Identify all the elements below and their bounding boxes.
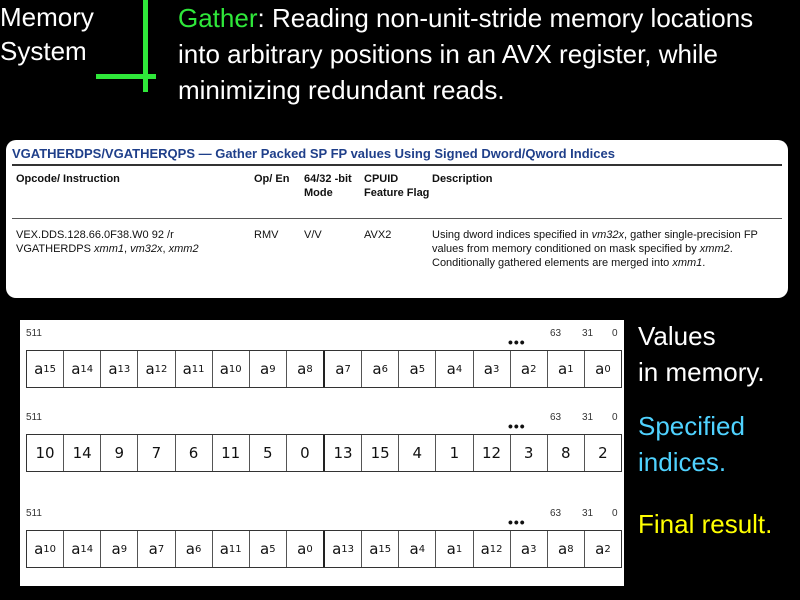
memory-cells bbox=[26, 350, 622, 388]
bit-label-511: 511 bbox=[26, 328, 42, 339]
indices-caption-line1: Specified bbox=[638, 411, 745, 441]
register-cell: a 13 bbox=[325, 531, 362, 567]
cell-opcode-line1: VEX.DDS.128.66.0F38.W0 92 /r bbox=[16, 229, 174, 241]
result-register-row bbox=[26, 508, 620, 582]
memory-register-row bbox=[26, 328, 620, 402]
section-label-line1: Memory bbox=[0, 2, 94, 32]
register-cell: a 15 bbox=[27, 351, 64, 387]
instruction-title: VGATHERDPS/VGATHERQPS — Gather Packed SP FP values Using Signed Dword/Qword Indices bbox=[12, 146, 782, 166]
register-cell: a 4 bbox=[399, 531, 436, 567]
bit-label-0: 0 bbox=[612, 412, 618, 423]
register-cell: 0 bbox=[287, 435, 325, 471]
bit-label-511: 511 bbox=[26, 412, 42, 423]
register-cell: 3 bbox=[511, 435, 548, 471]
register-cell: a 12 bbox=[138, 351, 175, 387]
divider-horizontal bbox=[96, 74, 156, 79]
register-cell: 15 bbox=[362, 435, 399, 471]
register-cell: 14 bbox=[64, 435, 101, 471]
cell-open: RMV bbox=[254, 229, 279, 241]
cell-description: Using dword indices specified in vm32x, gather single-precision FP values from memory conditioned on mask specified by xmm2. Conditionally gathered elements are merged into xmm1. bbox=[432, 229, 758, 269]
bit-label-511: 511 bbox=[26, 508, 42, 519]
register-cell: 10 bbox=[27, 435, 64, 471]
register-cell: a 8 bbox=[287, 351, 325, 387]
register-cell: 12 bbox=[474, 435, 511, 471]
bit-label-63: 63 bbox=[550, 412, 562, 423]
register-cell: a 2 bbox=[595, 540, 611, 558]
register-cell: a 1 bbox=[436, 531, 473, 567]
register-cell: a 3 bbox=[511, 531, 548, 567]
gather-diagram bbox=[20, 320, 624, 586]
table-rule bbox=[12, 218, 782, 219]
result-caption: Final result. bbox=[638, 509, 773, 539]
ellipsis-dots: ••• bbox=[508, 514, 526, 530]
col-header-open: Op/ En bbox=[254, 173, 290, 185]
register-cell: 4 bbox=[399, 435, 436, 471]
register-cell: 2 bbox=[598, 444, 608, 462]
instruction-reference-excerpt bbox=[6, 140, 788, 298]
register-cell: a 5 bbox=[250, 531, 287, 567]
bit-label-63: 63 bbox=[550, 328, 562, 339]
bit-label-0: 0 bbox=[612, 508, 618, 519]
cell-opcode-line2: VGATHERDPS xmm1, vm32x, xmm2 bbox=[16, 243, 199, 255]
index-cells bbox=[26, 434, 622, 472]
register-cell: a 14 bbox=[64, 351, 101, 387]
register-cell: a 13 bbox=[101, 351, 138, 387]
register-cell: 5 bbox=[250, 435, 287, 471]
register-cell: a 11 bbox=[176, 351, 213, 387]
cell-mode: V/V bbox=[304, 229, 322, 241]
register-cell: a 9 bbox=[250, 351, 287, 387]
col-header-mode: 64/32 -bit Mode bbox=[304, 173, 352, 199]
section-label bbox=[0, 0, 94, 68]
bit-label-31: 31 bbox=[582, 508, 594, 519]
register-cell: a 3 bbox=[474, 351, 511, 387]
memory-caption-line2: in memory. bbox=[638, 357, 765, 387]
slide-headline bbox=[178, 0, 788, 108]
register-cell: 7 bbox=[138, 435, 175, 471]
bit-label-31: 31 bbox=[582, 412, 594, 423]
col-header-description: Description bbox=[432, 173, 493, 185]
indices-register-row bbox=[26, 412, 620, 486]
bit-label-31: 31 bbox=[582, 328, 594, 339]
register-cell: a 4 bbox=[436, 351, 473, 387]
register-cell: 13 bbox=[325, 435, 362, 471]
register-cell: 6 bbox=[176, 435, 213, 471]
headline-keyword: Gather bbox=[178, 3, 258, 33]
register-cell: a 12 bbox=[474, 531, 511, 567]
register-cell: a 8 bbox=[548, 531, 585, 567]
register-cell: a 10 bbox=[213, 351, 250, 387]
section-label-line2: System bbox=[0, 36, 87, 66]
register-cell: 8 bbox=[548, 435, 585, 471]
register-cell: a 9 bbox=[101, 531, 138, 567]
cell-cpuid: AVX2 bbox=[364, 229, 392, 241]
col-header-opcode: Opcode/ Instruction bbox=[16, 173, 120, 185]
indices-caption-line2: indices. bbox=[638, 447, 727, 477]
register-cell: a 6 bbox=[362, 351, 399, 387]
bit-label-63: 63 bbox=[550, 508, 562, 519]
memory-caption-line1: Values bbox=[638, 321, 716, 351]
register-cell: a 5 bbox=[399, 351, 436, 387]
register-cell: a 6 bbox=[176, 531, 213, 567]
register-cell: a 11 bbox=[213, 531, 250, 567]
register-cell: a 7 bbox=[325, 351, 362, 387]
cell-opcode bbox=[16, 228, 250, 256]
register-cell: a 15 bbox=[362, 531, 399, 567]
ellipsis-dots: ••• bbox=[508, 334, 526, 350]
register-cell: a 0 bbox=[287, 531, 325, 567]
register-cell: a 0 bbox=[595, 360, 611, 378]
register-cell: a 10 bbox=[27, 531, 64, 567]
bit-label-0: 0 bbox=[612, 328, 618, 339]
indices-caption bbox=[638, 408, 745, 480]
register-cell: 1 bbox=[436, 435, 473, 471]
result-cells bbox=[26, 530, 622, 568]
register-cell: a 7 bbox=[138, 531, 175, 567]
register-cell: 11 bbox=[213, 435, 250, 471]
ellipsis-dots: ••• bbox=[508, 418, 526, 434]
memory-caption bbox=[638, 318, 765, 390]
register-cell: a 14 bbox=[64, 531, 101, 567]
register-cell: a 2 bbox=[511, 351, 548, 387]
register-cell: 9 bbox=[101, 435, 138, 471]
col-header-cpuid: CPUID Feature Flag bbox=[364, 173, 430, 199]
register-cell: a 1 bbox=[548, 351, 585, 387]
headline-text: : Reading non-unit-stride memory locations into arbitrary positions in an AVX register, while minimizing redundant reads. bbox=[178, 3, 754, 105]
